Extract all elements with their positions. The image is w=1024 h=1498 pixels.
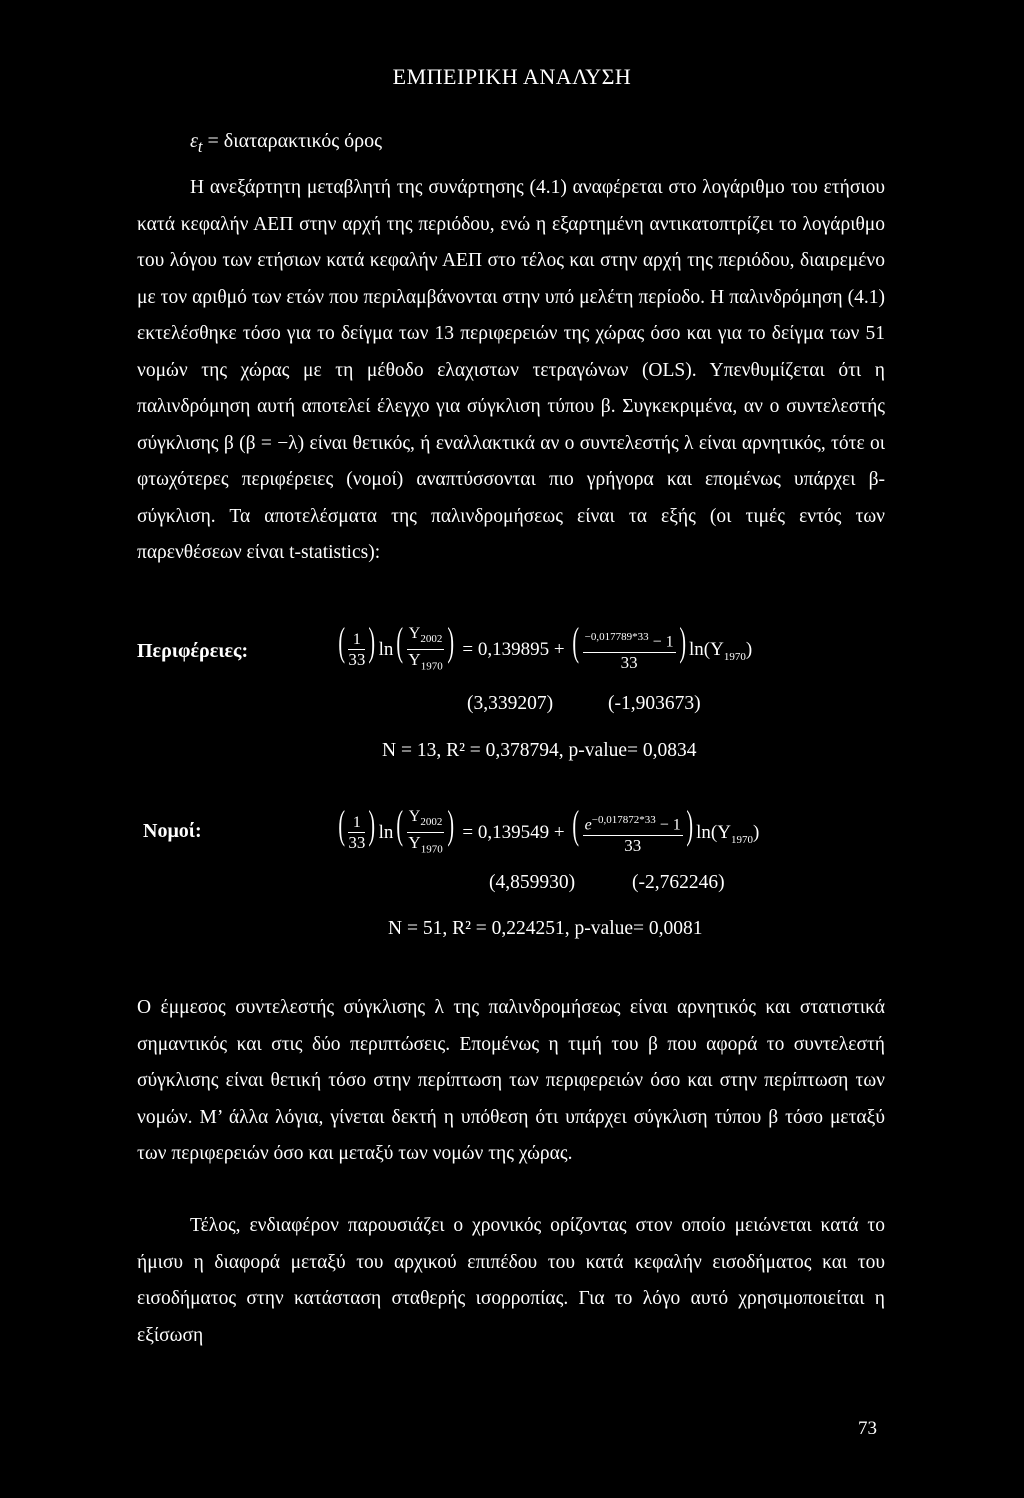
page-number: 73 xyxy=(858,1418,877,1439)
regions-minus-one: − 1 xyxy=(652,633,674,651)
nomoi-frac-den: 33 xyxy=(348,833,366,853)
nomoi-frac-num: 1 xyxy=(348,814,365,833)
nomoi-den33: 33 xyxy=(624,835,642,855)
regions-frac-den: 33 xyxy=(348,650,366,670)
regions-ln: ln xyxy=(378,639,394,660)
nomoi-t1: (4,859930) xyxy=(489,872,576,893)
regions-y-num: Y xyxy=(408,625,421,643)
epsilon-subscript: t xyxy=(197,137,203,156)
page-header: ΕΜΠΕΙΡΙΚΗ ΑΝΑΛΥΣΗ xyxy=(392,64,632,89)
epsilon-text: = διαταρακτικός όρος xyxy=(202,130,383,152)
nomoi-exp: −0,017872*33 xyxy=(591,814,656,827)
regions-den33: 33 xyxy=(620,652,638,672)
regions-frac-num: 1 xyxy=(348,631,365,650)
nomoi-ln-y-close: ) xyxy=(752,822,760,843)
regions-t2: (-1,903673) xyxy=(608,693,701,714)
regions-ln-y-sub: 1970 xyxy=(723,650,746,663)
nomoi-equals: = 0,139549 + xyxy=(462,822,565,843)
paragraph-1: Η ανεξάρτητη μεταβλητή της συνάρτησης (4.1) αναφέρεται στο λογάριθμο του ετήσιου κατά κεφαλήν ΑΕΠ στην αρχή της περιόδου, ενώ η εξαρτημένη αντικατοπτρίζει το λογάριθμο του λόγου των ετήσιων κατά κεφαλήν ΑΕΠ στο τέλος και στην αρχή της περιόδου, διαιρεμένο με τον αριθμό των ετών που περιλαμβάνονται στην υπό μελέτη περίοδο. Η παλινδρόμηση (4.1) εκτελέσθηκε τόσο για το δείγμα των 13 περιφερειών της χώρας όσο και για το δείγμα των 51 νομών της χώρας με τη μέθοδο ελαχιστων τετραγώνων (OLS). Υπενθυμίζεται ότι η παλινδρόμηση αυτή αποτελεί έλεγχο για σύγκλιση τύπου β. Συγκεκριμένα, αν ο συντελεστής σύγκλισης β (β = −λ) είναι θετικός, ή εναλλακτικά αν ο συντελεστής λ είναι αρνητικός, τότε οι φτωχότερες περιφέρειες (νομοί) αναπτύσσονται πιο γρήγορα και επομένως υπάρχει β-σύγκλιση. Τα αποτελέσματα της παλινδρομήσεως είναι τα εξής (οι τιμές εντός των παρενθέσεων είναι t-statistics): xyxy=(137,177,885,563)
paragraph-2: Ο έμμεσος συντελεστής σύγκλισης λ της παλινδρομήσεως είναι αρνητικός και στατιστικά σημαντικός και στις δύο περιπτώσεις. Επομένως η τιμή του β που αφορά το συντελεστή σύγκλισης είναι θετική τόσο στην περίπτωση των περιφερειών όσο και στην περίπτωση των νομών. Μ’ άλλα λόγια, γίνεται δεκτή η υπόθεση ότι υπάρχει σύγκλιση τύπου β τόσο μεταξύ των περιφερειών όσο και μεταξύ των νομών της χώρας. xyxy=(137,997,885,1164)
regions-ln-y-close: ) xyxy=(745,639,753,660)
nomoi-stats: N = 51, R² = 0,224251, p-value= 0,0081 xyxy=(388,918,703,939)
nomoi-y-den-sub: 1970 xyxy=(420,842,443,855)
nomoi-y-num: Y xyxy=(408,808,421,826)
regions-ln-y: ln(Y xyxy=(689,639,724,660)
regions-label: Περιφέρειες: xyxy=(137,640,249,662)
regions-equation: ( $\frac{1}{33}$ ) ln( $\frac{Y_{2002}}{Y_{1970}}$ ) = 0,139895 + ( $\frac{^{-0,017789*33} - 1}{33}$ ) $\ln(Y_{1970})$ xyxy=(338,619,753,672)
regions-y-den: Y xyxy=(408,649,421,669)
epsilon-definition xyxy=(190,130,382,157)
nomoi-minus-one: − 1 xyxy=(659,816,681,834)
nomoi-t2: (-2,762246) xyxy=(632,872,725,893)
regions-y-den-sub: 1970 xyxy=(420,659,443,672)
nomoi-ln-y-sub: 1970 xyxy=(730,833,753,846)
regions-stats: N = 13, R² = 0,378794, p-value= 0,0834 xyxy=(382,740,697,761)
nomoi-label: Νομοί: xyxy=(143,820,202,842)
nomoi-e: e xyxy=(584,816,592,834)
paragraph-3: Τέλος, ενδιαφέρον παρουσιάζει ο χρονικός ορίζοντας στον οποίο μειώνεται κατά το ήμισυ η διαφορά μεταξύ του αρχικού επιπέδου του κατά κεφαλήν εισοδήματος και του εισοδήματος στην κατάσταση σταθερής ισορροπίας. Για το λόγο αυτό χρησιμοποιείται η εξίσωση xyxy=(137,1215,885,1346)
epsilon-symbol: ε xyxy=(190,130,198,152)
nomoi-equation: ( $\frac{1}{33}$ ) ln( $\frac{Y_{2002}}{Y_{1970}}$ ) = 0,139549 + ( $\frac{e^{-0,017872*33} - 1}{33}$ ) $\ln(Y_{1970})$ xyxy=(338,802,760,855)
nomoi-ln-y: ln(Y xyxy=(696,822,731,843)
nomoi-y-num-sub: 2002 xyxy=(420,816,443,829)
regions-exp: −0,017789*33 xyxy=(584,631,649,644)
regions-t1: (3,339207) xyxy=(467,693,554,714)
nomoi-y-den: Y xyxy=(408,832,421,852)
regions-y-num-sub: 2002 xyxy=(420,633,443,646)
nomoi-ln: ln xyxy=(378,822,394,843)
regions-equals: = 0,139895 + xyxy=(462,639,565,660)
